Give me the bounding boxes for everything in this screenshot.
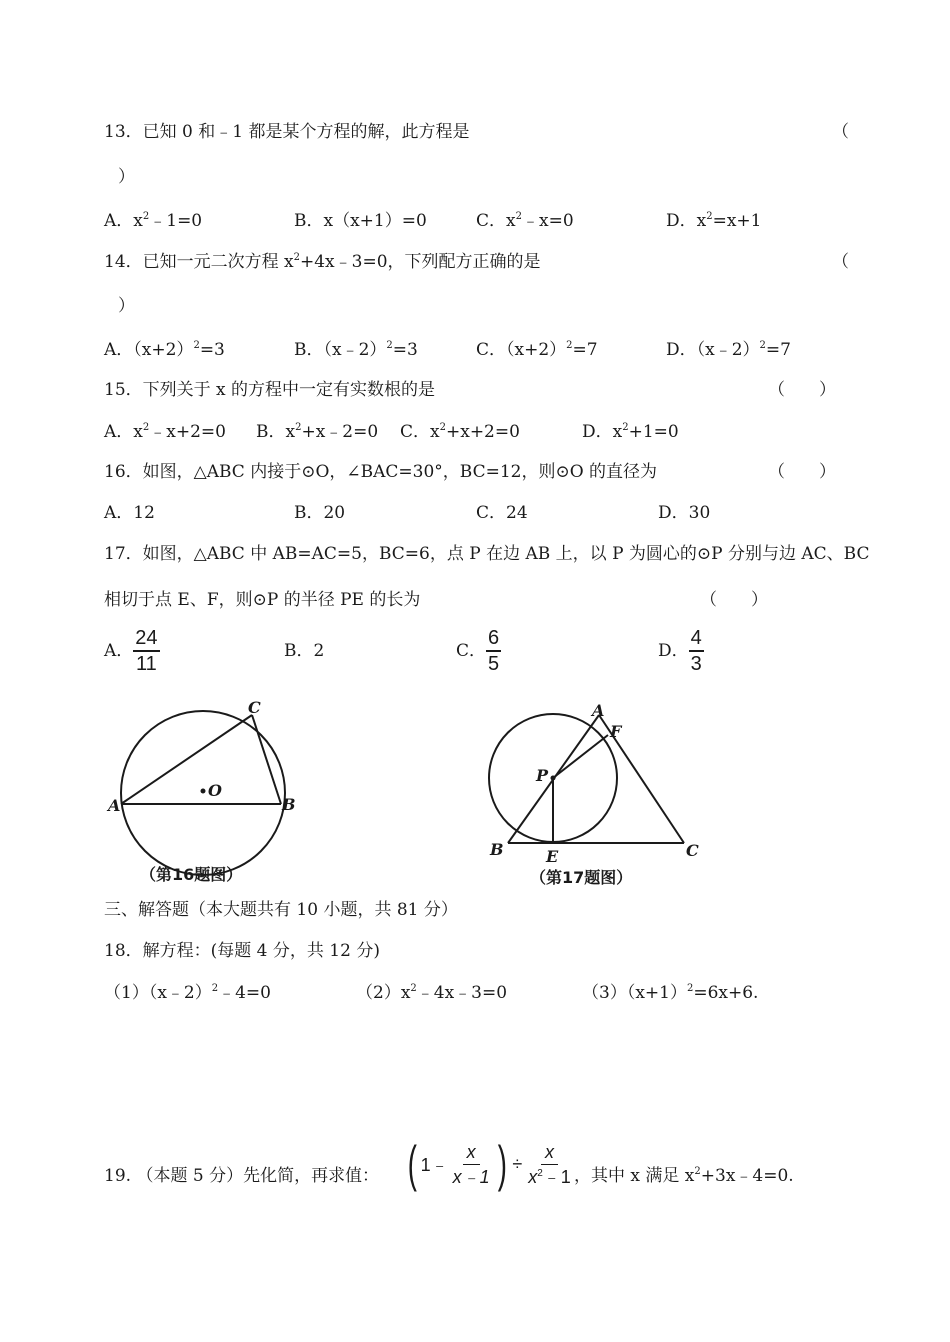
q14-option-b: B．（x﹣2）$^2$=3 (294, 340, 418, 360)
q15-paren: （ ） (768, 380, 836, 400)
right-paren: ) (497, 1136, 507, 1192)
q17-paren: （ ） (700, 590, 768, 610)
label-a: A (108, 796, 121, 815)
one-minus: 1﹣ (420, 1155, 449, 1175)
label-f: F (610, 722, 622, 741)
center-point-o (201, 789, 206, 794)
q17-option-d: D． $\frac{4}{3}$ (658, 627, 702, 675)
q14-option-d: D．（x﹣2）$^2$=7 (666, 340, 791, 360)
q14-option-a: A．$(x+2)^2=3$ (104, 340, 225, 360)
label-c: C (686, 841, 699, 860)
q19-condition: ，其中 x 满足 $x^2+3x﹣4=0$. (574, 1166, 794, 1186)
left-paren: ( (407, 1136, 417, 1192)
q15-option-d: D．$x^2+1=0$ (582, 422, 679, 442)
q13-option-a: A．$x^2﹣1=0$ (104, 211, 203, 231)
q17-option-a: A． $\frac{24}{11}$ (104, 627, 158, 675)
q18-part-3: $(3)(x+1)^2=6x+6$. (582, 983, 759, 1003)
q19-stem: 19. （本题 5 分）先化简，再求值： (104, 1166, 380, 1186)
q14-paren-open: （ (832, 252, 849, 272)
label-e: E (546, 847, 559, 866)
q19-expression (404, 1136, 575, 1192)
q13-option-c: C．$x^2﹣x=0$ (476, 211, 574, 231)
q15-stem: 15．下列关于 x 的方程中一定有实数根的是 (104, 380, 436, 400)
q13-paren-open: （ (832, 122, 849, 142)
q17-stem-line1: 17．如图，△ABC 中 AB=AC=5，BC=6，点 P 在边 AB 上，以 P 为圆心的⊙P 分别与边 AC、BC (104, 544, 870, 564)
q16-option-c: C．24 (476, 503, 528, 523)
q15-option-a: A．$x^2﹣x+2=0$ (104, 422, 226, 442)
label-b: B (490, 840, 504, 859)
q16-option-b: B．20 (294, 503, 346, 523)
q13-stem: 13．已知 0 和﹣1 都是某个方程的解，此方程是 (104, 122, 470, 142)
q16-stem: 16．如图，△ABC 内接于⊙O，∠BAC=30°，BC=12，则⊙O 的直径为 (104, 462, 658, 482)
section-3-heading: 三、解答题（本大题共有 10 小题，共 81 分） (104, 900, 458, 920)
q13-option-d: D．$x^2=x+1$ (666, 211, 762, 231)
segment-bc (252, 715, 281, 804)
q13-paren-close: ） (118, 167, 135, 187)
q13-option-b: B．x（x+1）=0 (294, 211, 427, 231)
divide-sign: ÷ (512, 1153, 523, 1174)
q17-option-c: C． $\frac{6}{5}$ (456, 627, 500, 675)
point-p (551, 776, 556, 781)
q18-part-2: $(2)x^2﹣4x﹣3=0$ (356, 983, 508, 1003)
q14-stem: 14．已知一元二次方程 $x^2+4x﹣3=0$，下列配方正确的是 (104, 252, 541, 272)
label-a: A (592, 701, 605, 720)
q18-part-1: （1）（x﹣2）$^2$﹣4=0 (104, 983, 271, 1003)
fraction-6-5: $\frac{6}{5}$ (488, 627, 500, 675)
fraction-24-11: $\frac{24}{11}$ (135, 627, 158, 675)
figure-16 (100, 690, 320, 890)
segment-ac (121, 715, 252, 804)
figure-17-caption: （第17题图） (530, 868, 633, 887)
label-p: P (536, 766, 549, 785)
q16-paren: （ ） (768, 462, 836, 482)
q14-option-c: C．$(x+2)^2=7$ (476, 340, 598, 360)
figure-17 (480, 695, 720, 895)
fraction-x-over-x-minus-1: $\frac{x}{x﹣1}$ (452, 1141, 490, 1187)
q17-stem-line2: 相切于点 E、F，则⊙P 的半径 PE 的长为 (104, 590, 421, 610)
fraction-x-over-x-squared-minus-1: $\frac{x}{x^2﹣1}$ (528, 1141, 571, 1187)
fraction-4-3: $\frac{4}{3}$ (690, 627, 702, 675)
q15-option-b: B．$x^2+x﹣2=0$ (256, 422, 379, 442)
q18-stem: 18．解方程：(每题 4 分，共 12 分) (104, 941, 380, 961)
q14-paren-close: ） (118, 296, 135, 316)
label-o: O (208, 781, 222, 800)
figure-16-caption: （第16题图） (140, 865, 243, 884)
label-c: C (248, 698, 261, 717)
q17-option-b: B．2 (284, 641, 325, 661)
q15-option-c: C．$x^2+x+2=0$ (400, 422, 520, 442)
q16-option-d: D．30 (658, 503, 711, 523)
label-b: B (282, 795, 296, 814)
q16-option-a: A．12 (104, 503, 155, 523)
